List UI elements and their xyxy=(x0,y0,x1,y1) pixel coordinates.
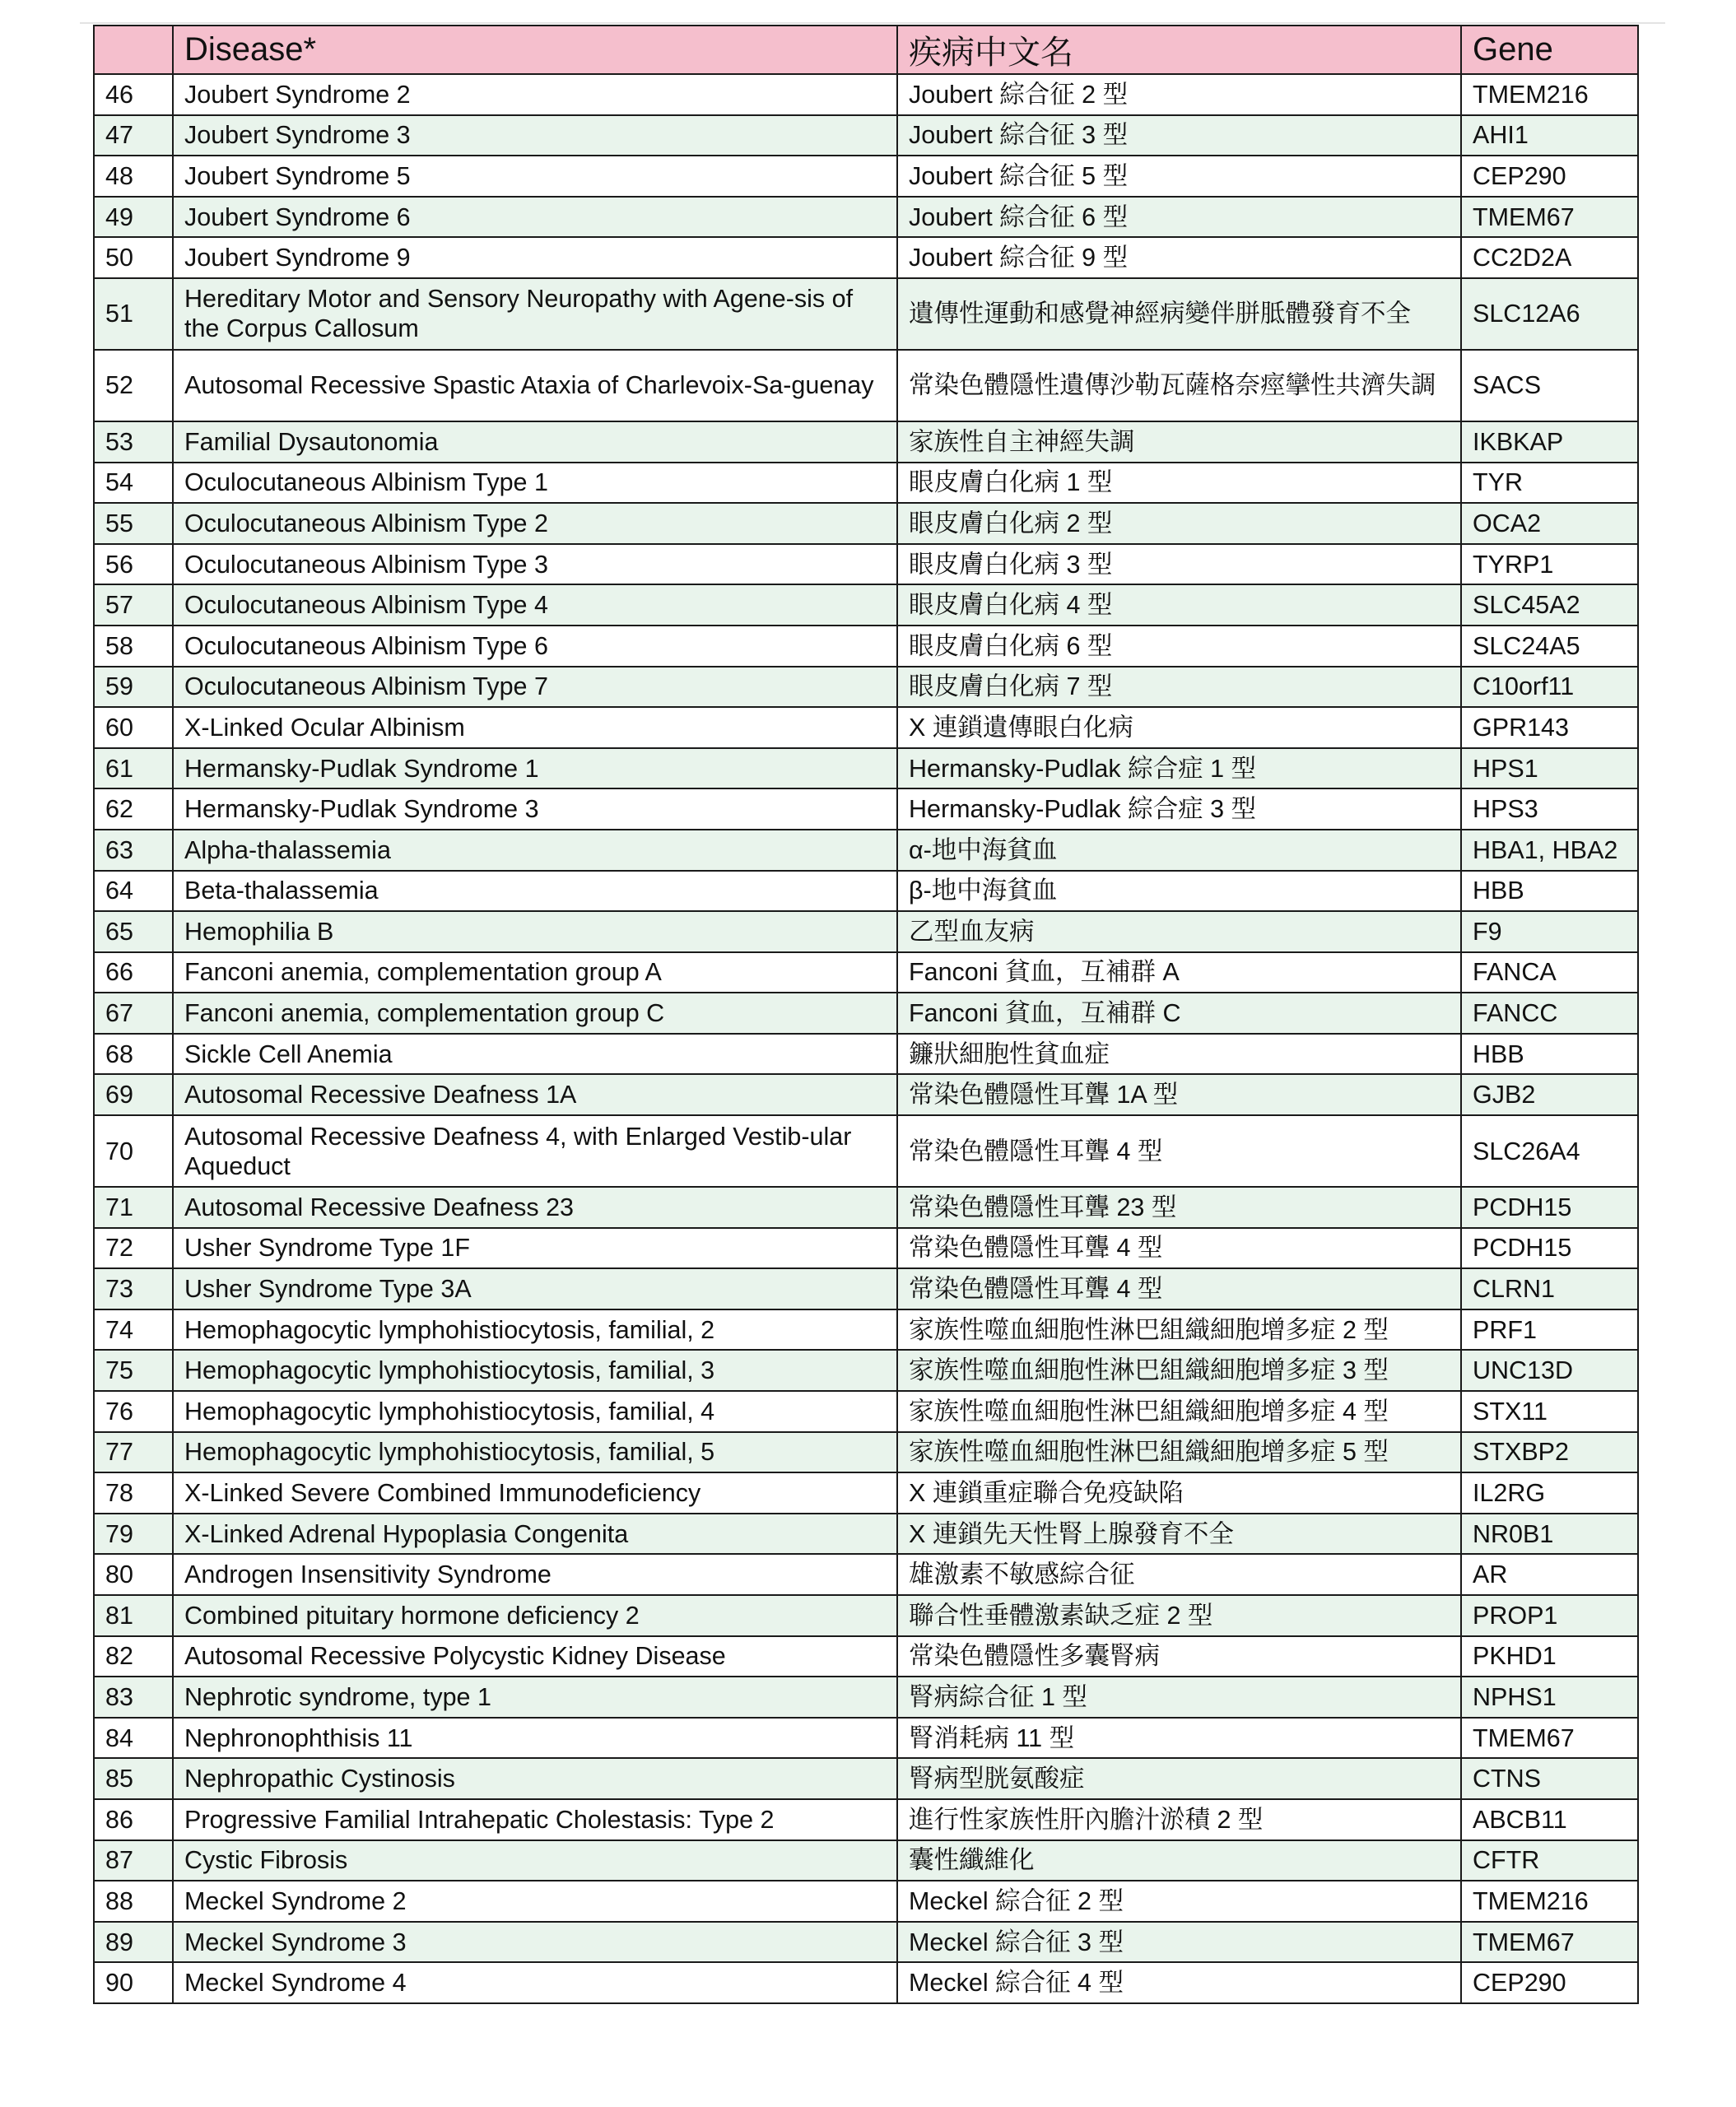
table-row xyxy=(94,115,1638,156)
row-number: 49 xyxy=(94,197,173,238)
row-number: 65 xyxy=(94,911,173,952)
disease-name: Usher Syndrome Type 3A xyxy=(173,1268,897,1309)
table-row xyxy=(94,1554,1638,1595)
row-number: 86 xyxy=(94,1799,173,1840)
table-row xyxy=(94,1074,1638,1115)
table-row xyxy=(94,1350,1638,1391)
header-disease: Disease* xyxy=(173,26,897,74)
row-number: 52 xyxy=(94,350,173,421)
row-number: 51 xyxy=(94,278,173,350)
row-number: 75 xyxy=(94,1350,173,1391)
gene-symbol: HBB xyxy=(1461,1034,1638,1075)
disease-name: Meckel Syndrome 3 xyxy=(173,1922,897,1963)
chinese-name: X 連鎖遺傳眼白化病 xyxy=(897,707,1461,748)
row-number: 66 xyxy=(94,952,173,993)
table-row xyxy=(94,1718,1638,1759)
row-number: 57 xyxy=(94,584,173,626)
gene-symbol: UNC13D xyxy=(1461,1350,1638,1391)
chinese-name: Joubert 綜合征 6 型 xyxy=(897,197,1461,238)
disease-name: Familial Dysautonomia xyxy=(173,421,897,463)
table-row xyxy=(94,237,1638,278)
disease-name: Joubert Syndrome 2 xyxy=(173,74,897,115)
gene-symbol: ABCB11 xyxy=(1461,1799,1638,1840)
disease-name: Hermansky-Pudlak Syndrome 1 xyxy=(173,748,897,789)
gene-symbol: TYRP1 xyxy=(1461,544,1638,585)
top-rule xyxy=(80,22,1665,24)
chinese-name: X 連鎖先天性腎上腺發育不全 xyxy=(897,1514,1461,1555)
row-number: 48 xyxy=(94,156,173,197)
row-number: 69 xyxy=(94,1074,173,1115)
row-number: 62 xyxy=(94,788,173,830)
gene-symbol: F9 xyxy=(1461,911,1638,952)
gene-symbol: PRF1 xyxy=(1461,1309,1638,1351)
table-row xyxy=(94,1962,1638,2003)
chinese-name: 腎病綜合征 1 型 xyxy=(897,1677,1461,1718)
row-number: 84 xyxy=(94,1718,173,1759)
gene-symbol: FANCC xyxy=(1461,993,1638,1034)
disease-name: Joubert Syndrome 9 xyxy=(173,237,897,278)
chinese-name: 眼皮膚白化病 2 型 xyxy=(897,503,1461,544)
disease-name: Joubert Syndrome 3 xyxy=(173,115,897,156)
table-row xyxy=(94,667,1638,708)
table-row xyxy=(94,156,1638,197)
gene-symbol: TYR xyxy=(1461,463,1638,504)
row-number: 74 xyxy=(94,1309,173,1351)
disease-name: Nephrotic syndrome, type 1 xyxy=(173,1677,897,1718)
table-row xyxy=(94,1432,1638,1473)
chinese-name: 乙型血友病 xyxy=(897,911,1461,952)
disease-gene-table xyxy=(93,25,1639,2004)
gene-symbol: TMEM67 xyxy=(1461,1718,1638,1759)
row-number: 81 xyxy=(94,1595,173,1636)
row-number: 47 xyxy=(94,115,173,156)
chinese-name: Meckel 綜合征 4 型 xyxy=(897,1962,1461,2003)
header-chinese-name: 疾病中文名 xyxy=(897,26,1461,74)
row-number: 78 xyxy=(94,1472,173,1514)
row-number: 50 xyxy=(94,237,173,278)
chinese-name: α-地中海貧血 xyxy=(897,830,1461,871)
table-row xyxy=(94,707,1638,748)
chinese-name: 常染色體隱性耳聾 23 型 xyxy=(897,1187,1461,1228)
row-number: 71 xyxy=(94,1187,173,1228)
gene-symbol: PROP1 xyxy=(1461,1595,1638,1636)
row-number: 87 xyxy=(94,1840,173,1881)
disease-name: Hemophagocytic lymphohistiocytosis, familial, 3 xyxy=(173,1350,897,1391)
disease-name: Androgen Insensitivity Syndrome xyxy=(173,1554,897,1595)
disease-name: Joubert Syndrome 6 xyxy=(173,197,897,238)
disease-name: Autosomal Recessive Deafness 23 xyxy=(173,1187,897,1228)
row-number: 73 xyxy=(94,1268,173,1309)
table-row xyxy=(94,1881,1638,1922)
chinese-name: 常染色體隱性耳聾 1A 型 xyxy=(897,1074,1461,1115)
gene-symbol: CEP290 xyxy=(1461,1962,1638,2003)
gene-symbol: GPR143 xyxy=(1461,707,1638,748)
disease-name: X-Linked Severe Combined Immunodeficiency xyxy=(173,1472,897,1514)
gene-symbol: IKBKAP xyxy=(1461,421,1638,463)
chinese-name: 家族性噬血細胞性淋巴組織細胞增多症 2 型 xyxy=(897,1309,1461,1351)
chinese-name: 聯合性垂體激素缺乏症 2 型 xyxy=(897,1595,1461,1636)
chinese-name: Hermansky-Pudlak 綜合症 1 型 xyxy=(897,748,1461,789)
table-row xyxy=(94,463,1638,504)
gene-symbol: PCDH15 xyxy=(1461,1187,1638,1228)
row-number: 58 xyxy=(94,626,173,667)
row-number: 63 xyxy=(94,830,173,871)
row-number: 68 xyxy=(94,1034,173,1075)
chinese-name: 囊性纖維化 xyxy=(897,1840,1461,1881)
row-number: 82 xyxy=(94,1636,173,1677)
chinese-name: 遺傳性運動和感覺神經病變伴胼胝體發育不全 xyxy=(897,278,1461,350)
disease-name: Oculocutaneous Albinism Type 3 xyxy=(173,544,897,585)
disease-name: Hereditary Motor and Sensory Neuropathy with Agene-sis of the Corpus Callosum xyxy=(173,278,897,350)
row-number: 67 xyxy=(94,993,173,1034)
row-number: 77 xyxy=(94,1432,173,1473)
gene-symbol: SLC26A4 xyxy=(1461,1115,1638,1187)
table-row xyxy=(94,1187,1638,1228)
table-row xyxy=(94,952,1638,993)
table-row xyxy=(94,350,1638,421)
table-row xyxy=(94,584,1638,626)
table-row xyxy=(94,197,1638,238)
disease-name: Meckel Syndrome 4 xyxy=(173,1962,897,2003)
disease-name: Oculocutaneous Albinism Type 4 xyxy=(173,584,897,626)
table-row xyxy=(94,1268,1638,1309)
chinese-name: 眼皮膚白化病 3 型 xyxy=(897,544,1461,585)
table-row xyxy=(94,1636,1638,1677)
row-number: 83 xyxy=(94,1677,173,1718)
chinese-name: 進行性家族性肝內膽汁淤積 2 型 xyxy=(897,1799,1461,1840)
gene-symbol: HBB xyxy=(1461,871,1638,912)
gene-symbol: AHI1 xyxy=(1461,115,1638,156)
table-row xyxy=(94,626,1638,667)
table-row xyxy=(94,278,1638,350)
gene-symbol: HBA1, HBA2 xyxy=(1461,830,1638,871)
table-row xyxy=(94,788,1638,830)
chinese-name: 雄激素不敏感綜合征 xyxy=(897,1554,1461,1595)
chinese-name: 家族性噬血細胞性淋巴組織細胞增多症 4 型 xyxy=(897,1391,1461,1432)
disease-name: Hemophagocytic lymphohistiocytosis, familial, 4 xyxy=(173,1391,897,1432)
gene-symbol: STXBP2 xyxy=(1461,1432,1638,1473)
table-row xyxy=(94,421,1638,463)
gene-symbol: PKHD1 xyxy=(1461,1636,1638,1677)
table-row xyxy=(94,503,1638,544)
disease-name: Combined pituitary hormone deficiency 2 xyxy=(173,1595,897,1636)
gene-symbol: SLC45A2 xyxy=(1461,584,1638,626)
gene-symbol: CC2D2A xyxy=(1461,237,1638,278)
row-number: 46 xyxy=(94,74,173,115)
gene-symbol: CLRN1 xyxy=(1461,1268,1638,1309)
chinese-name: Joubert 綜合征 2 型 xyxy=(897,74,1461,115)
disease-name: Oculocutaneous Albinism Type 7 xyxy=(173,667,897,708)
disease-name: Alpha-thalassemia xyxy=(173,830,897,871)
chinese-name: 常染色體隱性耳聾 4 型 xyxy=(897,1115,1461,1187)
table-row xyxy=(94,748,1638,789)
gene-symbol: STX11 xyxy=(1461,1391,1638,1432)
disease-name: Autosomal Recessive Deafness 4, with Enlarged Vestib-ular Aqueduct xyxy=(173,1115,897,1187)
chinese-name: Fanconi 貧血，互補群 A xyxy=(897,952,1461,993)
disease-name: Autosomal Recessive Deafness 1A xyxy=(173,1074,897,1115)
table-row xyxy=(94,1115,1638,1187)
chinese-name: 眼皮膚白化病 1 型 xyxy=(897,463,1461,504)
gene-symbol: OCA2 xyxy=(1461,503,1638,544)
row-number: 56 xyxy=(94,544,173,585)
gene-symbol: AR xyxy=(1461,1554,1638,1595)
chinese-name: 家族性噬血細胞性淋巴組織細胞增多症 3 型 xyxy=(897,1350,1461,1391)
chinese-name: Hermansky-Pudlak 綜合症 3 型 xyxy=(897,788,1461,830)
table-header-row xyxy=(94,26,1638,74)
gene-symbol: CEP290 xyxy=(1461,156,1638,197)
gene-symbol: NR0B1 xyxy=(1461,1514,1638,1555)
table-row xyxy=(94,911,1638,952)
row-number: 85 xyxy=(94,1758,173,1799)
row-number: 76 xyxy=(94,1391,173,1432)
table-row xyxy=(94,1228,1638,1269)
disease-name: Cystic Fibrosis xyxy=(173,1840,897,1881)
row-number: 89 xyxy=(94,1922,173,1963)
row-number: 79 xyxy=(94,1514,173,1555)
row-number: 59 xyxy=(94,667,173,708)
chinese-name: 腎消耗病 11 型 xyxy=(897,1718,1461,1759)
disease-name: Autosomal Recessive Polycystic Kidney Disease xyxy=(173,1636,897,1677)
gene-symbol: C10orf11 xyxy=(1461,667,1638,708)
header-gene: Gene xyxy=(1461,26,1638,74)
disease-name: Nephropathic Cystinosis xyxy=(173,1758,897,1799)
chinese-name: 常染色體隱性多囊腎病 xyxy=(897,1636,1461,1677)
gene-symbol: SLC12A6 xyxy=(1461,278,1638,350)
row-number: 60 xyxy=(94,707,173,748)
chinese-name: 家族性自主神經失調 xyxy=(897,421,1461,463)
disease-name: Fanconi anemia, complementation group C xyxy=(173,993,897,1034)
row-number: 80 xyxy=(94,1554,173,1595)
row-number: 64 xyxy=(94,871,173,912)
disease-name: Sickle Cell Anemia xyxy=(173,1034,897,1075)
chinese-name: 腎病型胱氨酸症 xyxy=(897,1758,1461,1799)
gene-symbol: CFTR xyxy=(1461,1840,1638,1881)
table-row xyxy=(94,1922,1638,1963)
chinese-name: 家族性噬血細胞性淋巴組織細胞增多症 5 型 xyxy=(897,1432,1461,1473)
gene-symbol: GJB2 xyxy=(1461,1074,1638,1115)
header-index xyxy=(94,26,173,74)
disease-name: Oculocutaneous Albinism Type 2 xyxy=(173,503,897,544)
disease-name: X-Linked Ocular Albinism xyxy=(173,707,897,748)
table-row xyxy=(94,1034,1638,1075)
chinese-name: Joubert 綜合征 3 型 xyxy=(897,115,1461,156)
chinese-name: Meckel 綜合征 2 型 xyxy=(897,1881,1461,1922)
row-number: 54 xyxy=(94,463,173,504)
gene-symbol: FANCA xyxy=(1461,952,1638,993)
disease-name: Autosomal Recessive Spastic Ataxia of Charlevoix-Sa-guenay xyxy=(173,350,897,421)
chinese-name: 眼皮膚白化病 6 型 xyxy=(897,626,1461,667)
chinese-name: Joubert 綜合征 5 型 xyxy=(897,156,1461,197)
table-row xyxy=(94,1391,1638,1432)
disease-name: Fanconi anemia, complementation group A xyxy=(173,952,897,993)
table-row xyxy=(94,1514,1638,1555)
table-row xyxy=(94,830,1638,871)
gene-symbol: IL2RG xyxy=(1461,1472,1638,1514)
table-row xyxy=(94,544,1638,585)
gene-symbol: HPS1 xyxy=(1461,748,1638,789)
gene-symbol: CTNS xyxy=(1461,1758,1638,1799)
chinese-name: 眼皮膚白化病 4 型 xyxy=(897,584,1461,626)
chinese-name: Fanconi 貧血，互補群 C xyxy=(897,993,1461,1034)
row-number: 53 xyxy=(94,421,173,463)
table-row xyxy=(94,1758,1638,1799)
table-row xyxy=(94,1677,1638,1718)
table-row xyxy=(94,871,1638,912)
disease-name: Beta-thalassemia xyxy=(173,871,897,912)
disease-name: Meckel Syndrome 2 xyxy=(173,1881,897,1922)
table-row xyxy=(94,1472,1638,1514)
chinese-name: β-地中海貧血 xyxy=(897,871,1461,912)
chinese-name: 鐮狀細胞性貧血症 xyxy=(897,1034,1461,1075)
row-number: 70 xyxy=(94,1115,173,1187)
disease-name: Hemophilia B xyxy=(173,911,897,952)
row-number: 55 xyxy=(94,503,173,544)
disease-name: Hemophagocytic lymphohistiocytosis, familial, 2 xyxy=(173,1309,897,1351)
disease-name: Oculocutaneous Albinism Type 6 xyxy=(173,626,897,667)
row-number: 88 xyxy=(94,1881,173,1922)
gene-symbol: TMEM67 xyxy=(1461,197,1638,238)
disease-name: Nephronophthisis 11 xyxy=(173,1718,897,1759)
gene-symbol: TMEM67 xyxy=(1461,1922,1638,1963)
chinese-name: Joubert 綜合征 9 型 xyxy=(897,237,1461,278)
table-row xyxy=(94,1799,1638,1840)
disease-name: X-Linked Adrenal Hypoplasia Congenita xyxy=(173,1514,897,1555)
table-row xyxy=(94,993,1638,1034)
gene-symbol: NPHS1 xyxy=(1461,1677,1638,1718)
row-number: 90 xyxy=(94,1962,173,2003)
disease-name: Hemophagocytic lymphohistiocytosis, familial, 5 xyxy=(173,1432,897,1473)
table-row xyxy=(94,1309,1638,1351)
chinese-name: 眼皮膚白化病 7 型 xyxy=(897,667,1461,708)
disease-name: Progressive Familial Intrahepatic Cholestasis: Type 2 xyxy=(173,1799,897,1840)
gene-symbol: TMEM216 xyxy=(1461,74,1638,115)
chinese-name: 常染色體隱性遺傳沙勒瓦薩格奈痙攣性共濟失調 xyxy=(897,350,1461,421)
chinese-name: 常染色體隱性耳聾 4 型 xyxy=(897,1228,1461,1269)
disease-name: Oculocutaneous Albinism Type 1 xyxy=(173,463,897,504)
gene-symbol: SLC24A5 xyxy=(1461,626,1638,667)
gene-symbol: HPS3 xyxy=(1461,788,1638,830)
gene-symbol: SACS xyxy=(1461,350,1638,421)
row-number: 61 xyxy=(94,748,173,789)
table-row xyxy=(94,1840,1638,1881)
disease-name: Hermansky-Pudlak Syndrome 3 xyxy=(173,788,897,830)
table-row xyxy=(94,74,1638,115)
gene-symbol: PCDH15 xyxy=(1461,1228,1638,1269)
disease-name: Usher Syndrome Type 1F xyxy=(173,1228,897,1269)
gene-symbol: TMEM216 xyxy=(1461,1881,1638,1922)
chinese-name: 常染色體隱性耳聾 4 型 xyxy=(897,1268,1461,1309)
disease-name: Joubert Syndrome 5 xyxy=(173,156,897,197)
table-row xyxy=(94,1595,1638,1636)
row-number: 72 xyxy=(94,1228,173,1269)
chinese-name: X 連鎖重症聯合免疫缺陷 xyxy=(897,1472,1461,1514)
chinese-name: Meckel 綜合征 3 型 xyxy=(897,1922,1461,1963)
